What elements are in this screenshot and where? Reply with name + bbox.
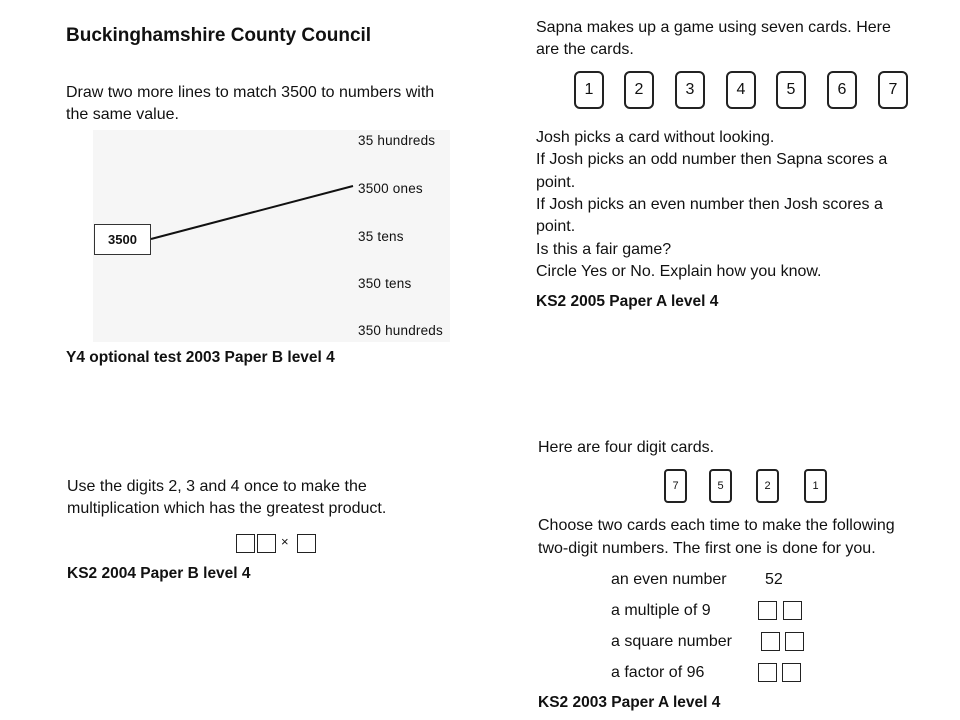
number-card-4: 4 xyxy=(726,71,756,109)
option-350-tens: 350 tens xyxy=(358,276,412,291)
q2-intro-line-1: Sapna makes up a game using seven cards. Here xyxy=(536,19,891,36)
page-title: Buckinghamshire County Council xyxy=(66,25,372,46)
item-label-even-number: an even number xyxy=(611,571,727,588)
q2-body-line-1: Josh picks a card without looking. xyxy=(536,129,775,146)
option-35-tens: 35 tens xyxy=(358,229,404,244)
q1-prompt-line-2: the same value. xyxy=(66,106,179,123)
square-number-box-1[interactable] xyxy=(761,632,780,651)
number-card-7: 7 xyxy=(878,71,908,109)
digit-card-1: 1 xyxy=(804,469,827,503)
item-label-square-number: a square number xyxy=(611,633,732,650)
q2-body-line-2: If Josh picks an odd number then Sapna scores a xyxy=(536,151,888,168)
q2-body-line-7: Circle Yes or No. Explain how you know. xyxy=(536,263,822,280)
q4-instruction-line-2: two-digit numbers. The first one is done for you. xyxy=(538,540,876,557)
item-label-multiple-of-9: a multiple of 9 xyxy=(611,602,711,619)
q2-intro-line-2: are the cards. xyxy=(536,41,634,58)
digit-card-2: 2 xyxy=(756,469,779,503)
q4-source: KS2 2003 Paper A level 4 xyxy=(538,694,721,711)
q4-intro: Here are four digit cards. xyxy=(538,439,715,456)
q4-instruction-line-1: Choose two cards each time to make the following xyxy=(538,517,895,534)
digit-answer-box-3[interactable] xyxy=(297,534,316,553)
item-label-factor-of-96: a factor of 96 xyxy=(611,664,705,681)
q3-source: KS2 2004 Paper B level 4 xyxy=(67,565,251,582)
multiple-of-9-box-2[interactable] xyxy=(783,601,802,620)
number-card-2: 2 xyxy=(624,71,654,109)
option-3500-ones: 3500 ones xyxy=(358,181,423,196)
option-350-hundreds: 350 hundreds xyxy=(358,323,443,338)
digit-card-5: 5 xyxy=(709,469,732,503)
digit-answer-box-1[interactable] xyxy=(236,534,255,553)
factor-of-96-box-2[interactable] xyxy=(782,663,801,682)
q3-prompt-line-2: multiplication which has the greatest product. xyxy=(67,500,387,517)
multiply-sign: × xyxy=(281,534,289,549)
q2-source: KS2 2005 Paper A level 4 xyxy=(536,293,719,310)
q2-body-line-6: Is this a fair game? xyxy=(536,241,672,258)
digit-card-7: 7 xyxy=(664,469,687,503)
number-card-3: 3 xyxy=(675,71,705,109)
q2-body-line-5: point. xyxy=(536,218,576,235)
factor-of-96-box-1[interactable] xyxy=(758,663,777,682)
q2-body-line-3: point. xyxy=(536,174,576,191)
value-box-3500: 3500 xyxy=(94,224,151,255)
q1-prompt-line-1: Draw two more lines to match 3500 to numbers with xyxy=(66,84,435,101)
option-35-hundreds: 35 hundreds xyxy=(358,133,436,148)
square-number-box-2[interactable] xyxy=(785,632,804,651)
number-card-1: 1 xyxy=(574,71,604,109)
item-answer-even-number: 52 xyxy=(765,571,783,588)
number-card-6: 6 xyxy=(827,71,857,109)
number-card-5: 5 xyxy=(776,71,806,109)
digit-answer-box-2[interactable] xyxy=(257,534,276,553)
multiple-of-9-box-1[interactable] xyxy=(758,601,777,620)
q3-prompt-line-1: Use the digits 2, 3 and 4 once to make the xyxy=(67,478,367,495)
q1-source: Y4 optional test 2003 Paper B level 4 xyxy=(66,349,335,366)
q2-body-line-4: If Josh picks an even number then Josh scores a xyxy=(536,196,883,213)
